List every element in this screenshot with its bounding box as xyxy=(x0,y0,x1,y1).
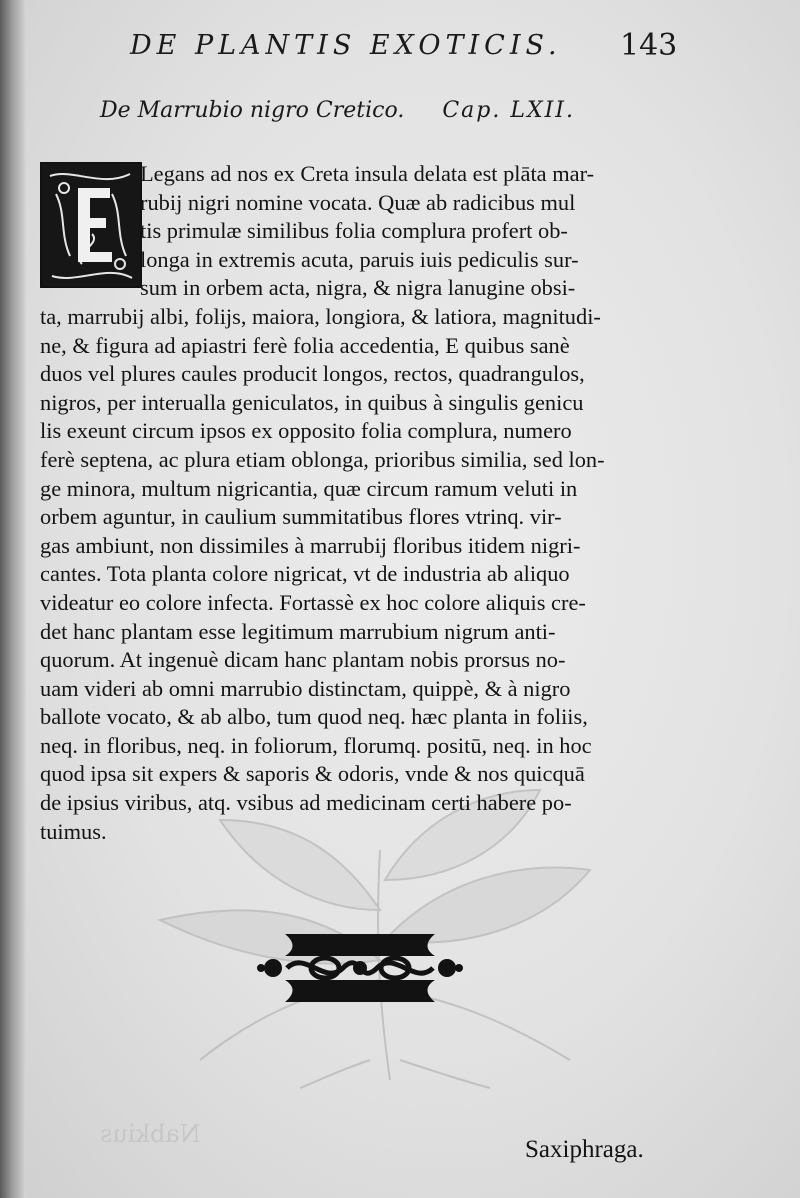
show-through-text: Nabkius xyxy=(100,1120,201,1148)
chapter-title: De Marrubio nigro Cretico. xyxy=(100,98,405,123)
text-line: quod ipsa sit expers & saporis & odoris, vnde & nos quicquā xyxy=(40,761,585,787)
text-line: longa in extremis acuta, paruis iuis pediculis sur- xyxy=(140,246,579,272)
catchword: Saxiphraga. xyxy=(525,1136,644,1163)
text-line: tis primulæ similibus folia complura profert ob- xyxy=(140,218,568,244)
chapter-number: Cap. LXII. xyxy=(442,98,575,123)
chapter-heading xyxy=(100,98,575,123)
text-line: ge minora, multum nigricantia, quæ circum ramum veluti in xyxy=(40,475,578,501)
text-line: duos vel plures caules producit longos, rectos, quadrangulos, xyxy=(40,361,585,387)
text-line: lis exeunt circum ipsos ex opposito folia complura, numero xyxy=(40,418,572,444)
text-line: rubij nigri nomine vocata. Quæ ab radicibus mul xyxy=(140,189,576,215)
text-line: neq. in floribus, neq. in foliorum, florumq. positū, neq. in hoc xyxy=(40,732,592,758)
page-gutter xyxy=(0,0,26,1198)
text-line: tuimus. xyxy=(40,818,107,844)
text-line: quorum. At ingenuè dicam hanc plantam nobis prorsus no- xyxy=(40,647,566,673)
text-line: ballote vocato, & ab albo, tum quod neq. hæc planta in foliis, xyxy=(40,704,588,730)
text-line: videatur eo colore infecta. Fortassè ex hoc colore aliquis cre- xyxy=(40,589,586,615)
text-line: ne, & figura ad apiastri ferè folia accedentia, E quibus sanè xyxy=(40,332,570,358)
text-line: nigros, per interualla geniculatos, in quibus à singulis genicu xyxy=(40,389,584,415)
running-head: DE PLANTIS EXOTICIS. xyxy=(130,30,562,61)
text-line: cantes. Tota planta colore nigricat, vt de industria ab aliquo xyxy=(40,561,570,587)
text-line: det hanc plantam esse legitimum marrubium nigrum anti- xyxy=(40,618,556,644)
text-line: ta, marrubij albi, folijs, maiora, longiora, & latiora, magnitudi- xyxy=(40,303,601,329)
text-line: ferè septena, ac plura etiam oblonga, prioribus similia, sed lon- xyxy=(40,446,605,472)
chapter-body xyxy=(40,160,690,846)
text-line: gas ambiunt, non dissimiles à marrubij floribus itidem nigri- xyxy=(40,532,581,558)
text-line: de ipsius viribus, atq. vsibus ad medicinam certi habere po- xyxy=(40,790,572,816)
text-line: sum in orbem acta, nigra, & nigra lanugine obsi- xyxy=(140,275,576,301)
text-line: Legans ad nos ex Creta insula delata est plāta mar- xyxy=(140,161,595,186)
text-line: orbem aguntur, in caulium summitatibus flores vtrinq. vir- xyxy=(40,504,562,530)
printers-ornament-icon xyxy=(255,928,465,1008)
page-number: 143 xyxy=(620,28,678,63)
text-line: uam videri ab omni marrubio distinctam, quippè, & à nigro xyxy=(40,675,571,701)
